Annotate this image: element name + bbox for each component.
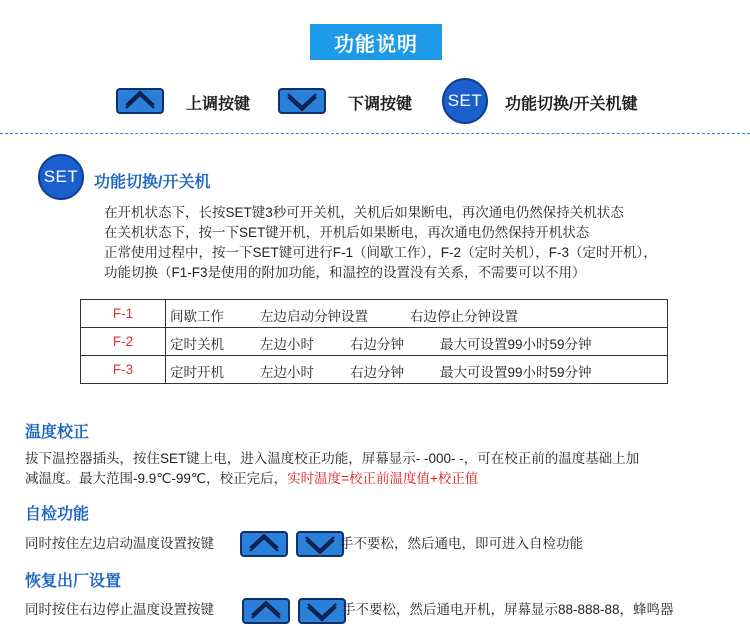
formula-highlight: 实时温度=校正前温度值+校正值 bbox=[287, 471, 479, 486]
up-key-label: 上调按键 bbox=[186, 96, 251, 113]
set-section-heading: 功能切换/开关机 bbox=[94, 174, 211, 191]
function-description bbox=[166, 300, 668, 328]
set-section-text bbox=[104, 203, 657, 283]
set-key-label: 功能切换/开关机键 bbox=[505, 96, 638, 113]
cell-text: 右边分钟 bbox=[350, 337, 404, 352]
set-button-icon: SET bbox=[442, 78, 488, 124]
down-key bbox=[296, 531, 344, 557]
up-key bbox=[242, 598, 290, 624]
cell-text: 定时关机 bbox=[170, 337, 224, 352]
text-segment: 减温度。最大范围-9.9℃-99℃，校正完后， bbox=[25, 471, 288, 486]
calibration-heading: 温度校正 bbox=[25, 424, 90, 441]
page-title: 功能说明 bbox=[310, 24, 442, 60]
chevron-down-icon bbox=[300, 533, 340, 555]
set-button-icon: SET bbox=[38, 154, 84, 200]
cell-text: 间歇工作 bbox=[170, 309, 224, 324]
cell-text: 右边停止分钟设置 bbox=[410, 309, 518, 324]
table-row bbox=[81, 356, 668, 384]
cell-text: 左边小时 bbox=[260, 337, 314, 352]
cell-text: 最大可设置99小时59分钟 bbox=[440, 365, 592, 380]
text-line: 在开机状态下，长按SET键3秒可开关机，关机后如果断电，再次通电仍然保持关机状态 bbox=[104, 205, 624, 220]
text-line: 正常使用过程中，按一下SET键可进行F-1（间歇工作），F-2（定时关机），F-3（定时开机）， bbox=[104, 245, 657, 260]
text-line: 在关机状态下，按一下SET键开机，开机后如果断电，再次通电仍然保持开机状态 bbox=[104, 225, 590, 240]
self-test-suffix: 手不要松，然后通电，即可进入自检功能 bbox=[340, 536, 583, 551]
function-code: F-3 bbox=[81, 356, 166, 384]
text-line bbox=[25, 469, 639, 489]
function-code: F-2 bbox=[81, 328, 166, 356]
table-row bbox=[81, 300, 668, 328]
chevron-down-icon bbox=[302, 600, 342, 622]
chevron-up-icon bbox=[246, 600, 286, 622]
text-line: 拔下温控器插头，按住SET键上电，进入温度校正功能，屏幕显示- -000- -，可在校正前的温度基础上加 bbox=[25, 451, 640, 466]
self-test-prefix: 同时按住左边启动温度设置按键 bbox=[25, 536, 214, 551]
calibration-text bbox=[25, 449, 639, 489]
cell-text: 定时开机 bbox=[170, 365, 224, 380]
factory-reset-prefix: 同时按住右边停止温度设置按键 bbox=[25, 602, 214, 617]
down-key bbox=[278, 88, 326, 114]
down-key-label: 下调按键 bbox=[348, 96, 413, 113]
chevron-down-icon bbox=[282, 90, 322, 112]
factory-reset-heading: 恢复出厂设置 bbox=[25, 573, 122, 590]
table-row bbox=[81, 328, 668, 356]
self-test-heading: 自检功能 bbox=[25, 506, 90, 523]
cell-text: 右边分钟 bbox=[350, 365, 404, 380]
cell-text: 左边小时 bbox=[260, 365, 314, 380]
text-line: 功能切换（F1-F3是使用的附加功能，和温控的设置没有关系，不需要可以不用） bbox=[104, 265, 586, 280]
factory-reset-suffix: 手不要松，然后通电开机，屏幕显示88-888-88，蜂鸣器 bbox=[342, 602, 674, 617]
function-code: F-1 bbox=[81, 300, 166, 328]
function-description bbox=[166, 356, 668, 384]
cell-text: 左边启动分钟设置 bbox=[260, 309, 368, 324]
cell-text: 最大可设置99小时59分钟 bbox=[440, 337, 592, 352]
divider bbox=[0, 133, 750, 134]
function-table bbox=[80, 299, 668, 384]
up-key bbox=[240, 531, 288, 557]
chevron-up-icon bbox=[244, 533, 284, 555]
down-key bbox=[298, 598, 346, 624]
chevron-up-icon bbox=[120, 90, 160, 112]
up-key bbox=[116, 88, 164, 114]
function-description bbox=[166, 328, 668, 356]
